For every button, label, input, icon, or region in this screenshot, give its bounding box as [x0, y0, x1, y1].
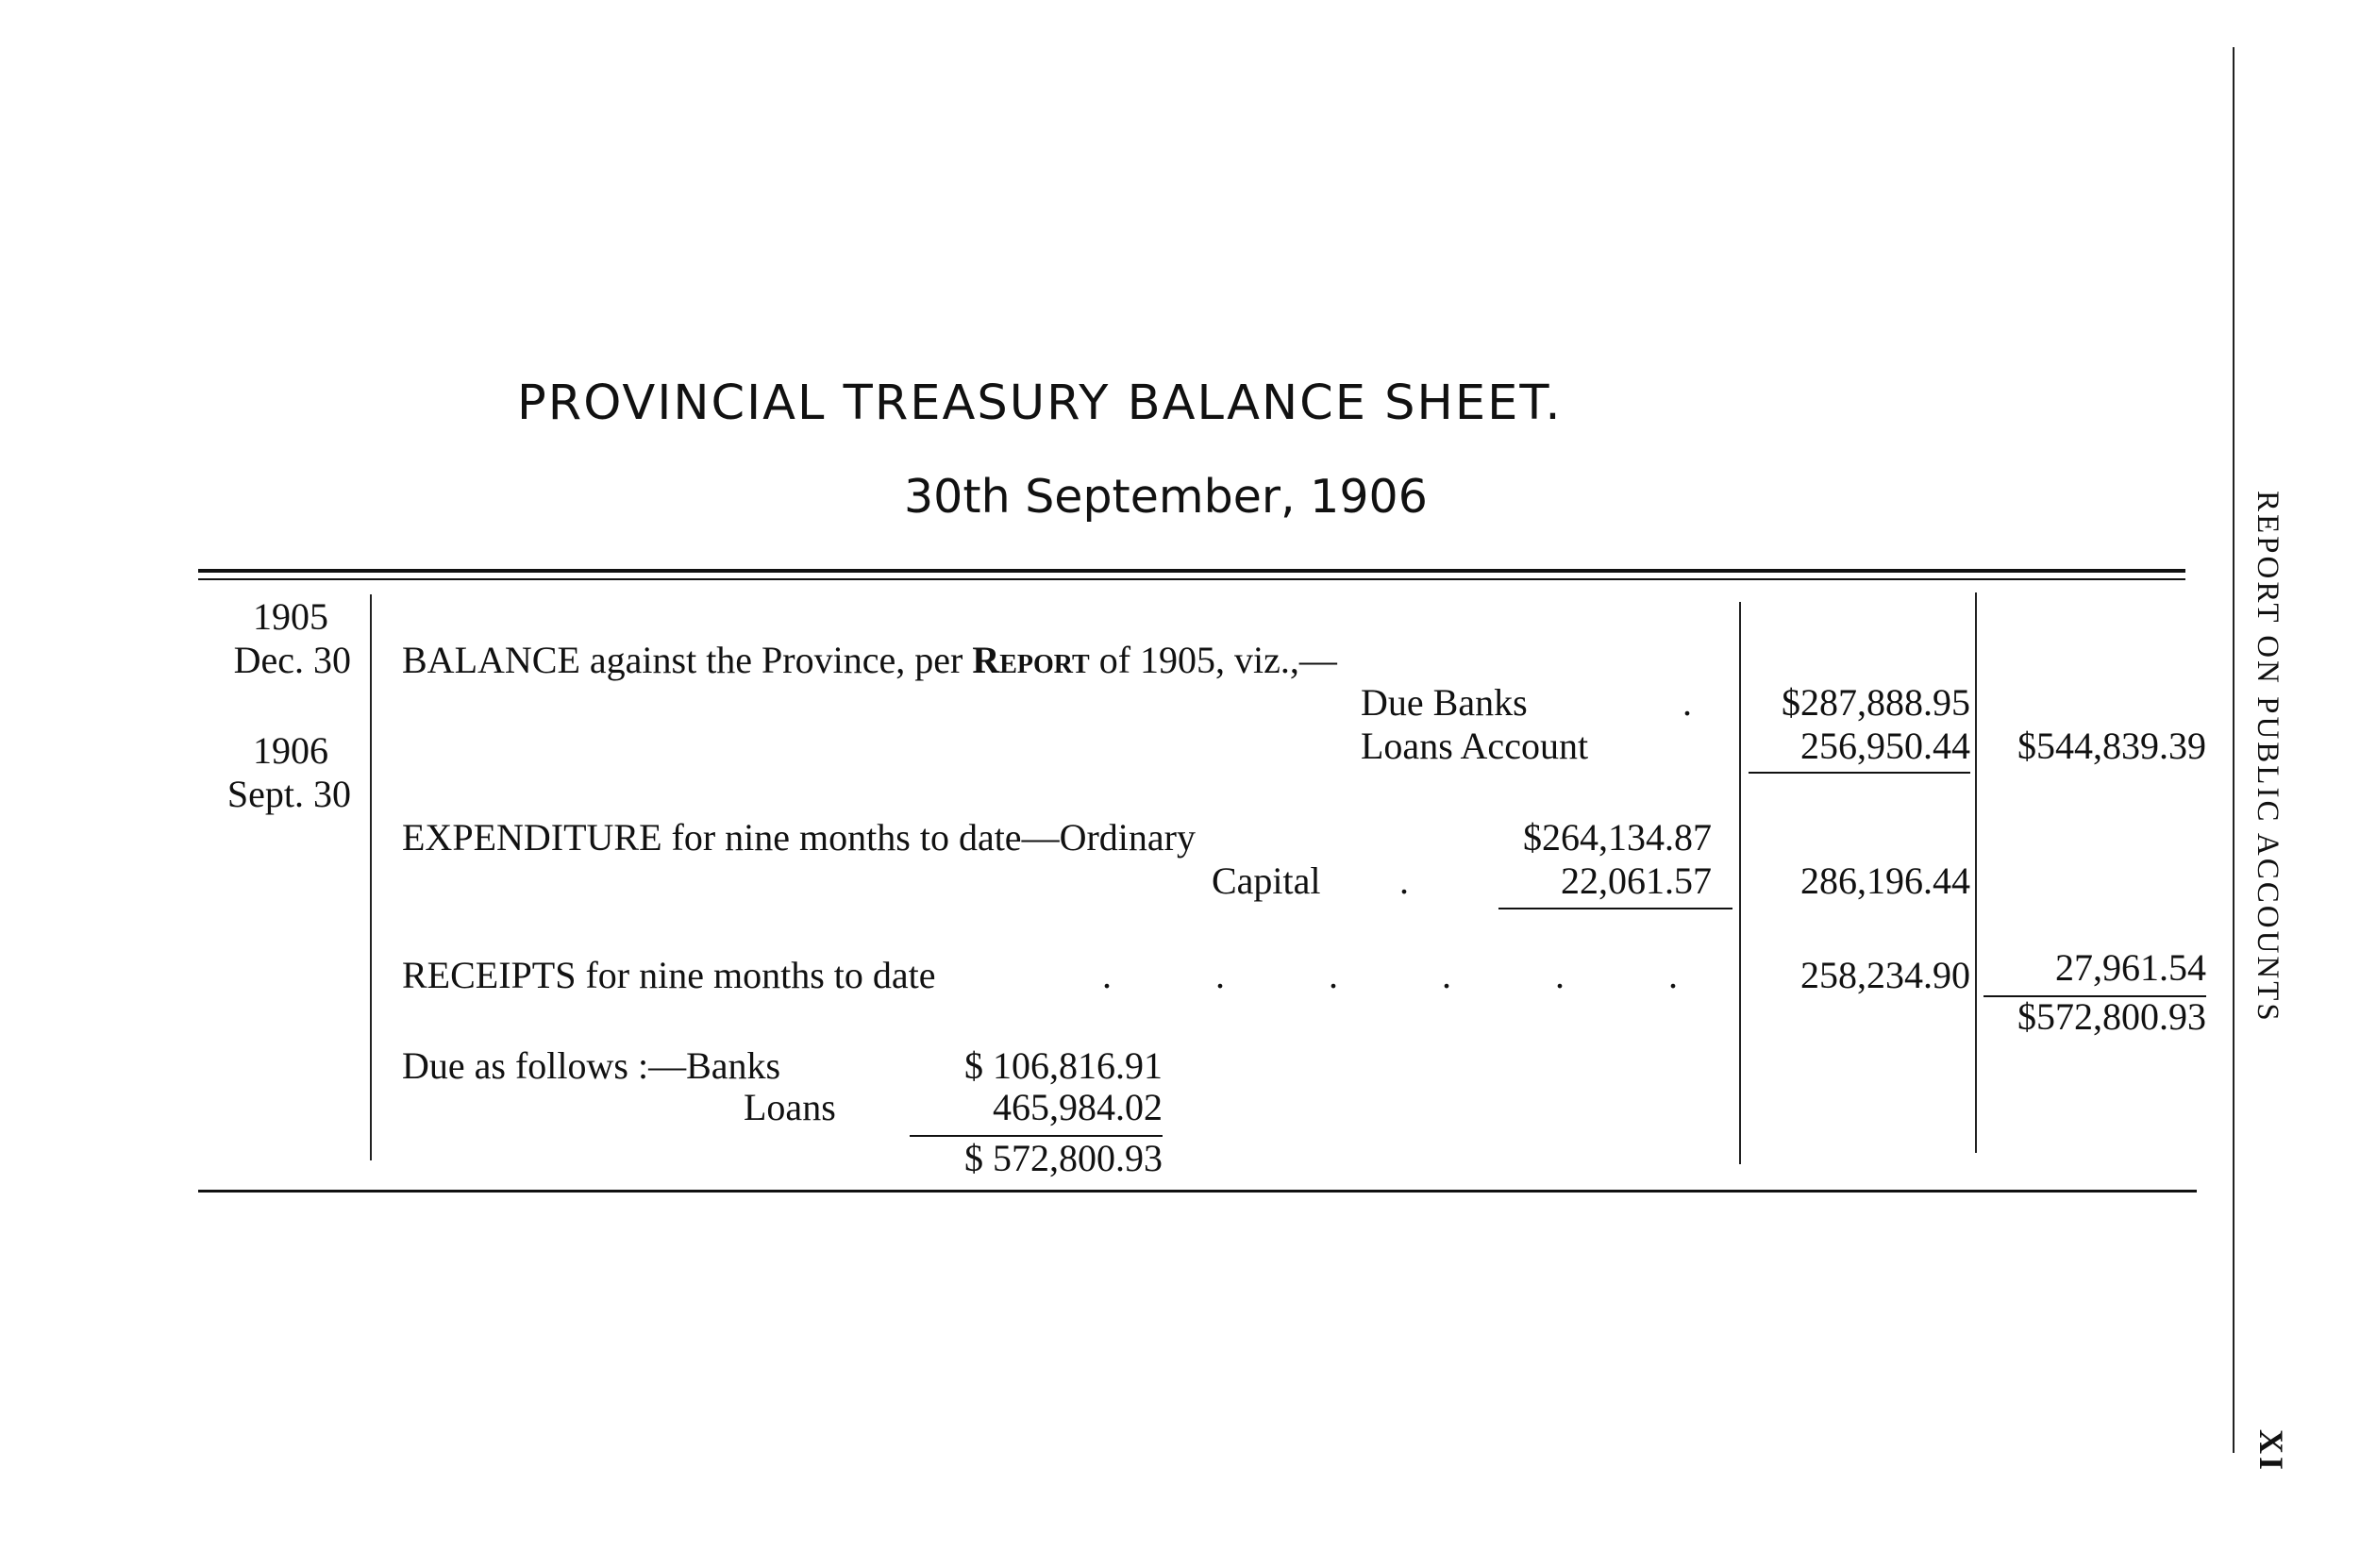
side-header: REPORT ON PUBLIC ACCOUNTS: [2251, 491, 2285, 1024]
top-rule-thin: [198, 578, 2185, 580]
balance-text-b: of 1905, viz.,—: [1098, 639, 1337, 681]
expenditure-ordinary-amount: $264,134.87: [1523, 816, 1712, 859]
page-title: PROVINCIAL TREASURY BALANCE SHEET.: [517, 375, 1563, 431]
balance-text-a: BALANCE against the Province, per: [402, 639, 963, 681]
top-rule-thick: [198, 569, 2185, 573]
receipts-leader-dots: . . . . . .: [1102, 954, 1678, 996]
loans-account-label: Loans Account: [1361, 725, 1589, 767]
expenditure-capital-label: Capital: [1212, 859, 1321, 902]
expenditure-capital-amount: 22,061.57: [1561, 859, 1712, 902]
due-loans-amount: 465,984.02: [993, 1086, 1163, 1128]
receipts-net: 27,961.54: [2055, 946, 2206, 989]
date-sept-30: Sept. 30: [226, 773, 351, 815]
amount-column-rule-2: [1975, 592, 1977, 1153]
due-banks-dot: .: [1682, 681, 1692, 724]
expenditure-capital-dot: .: [1399, 859, 1409, 902]
balance-subtotal-rule: [1749, 772, 1970, 774]
due-loans-label: Loans: [744, 1086, 836, 1128]
due-as-follows-label: Due as follows :—Banks: [402, 1044, 781, 1087]
receipts-grand-total: $572,800.93: [2017, 995, 2206, 1038]
bottom-rule: [198, 1190, 2197, 1193]
receipts-amount: 258,234.90: [1800, 954, 1970, 996]
receipts-label: RECEIPTS for nine months to date: [402, 954, 936, 996]
balance-description: [402, 640, 1337, 681]
date-dec-30: Dec. 30: [233, 639, 351, 681]
date-year-1906: 1906: [253, 729, 328, 772]
balance-text-report: Report: [972, 639, 1090, 681]
date-year-1905: 1905: [253, 595, 328, 638]
due-banks-amount: $287,888.95: [1782, 681, 1970, 724]
expenditure-total: 286,196.44: [1800, 859, 1970, 902]
due-banks-amount-2: $ 106,816.91: [964, 1044, 1163, 1087]
right-margin-rule: [2233, 47, 2234, 1453]
page-number: XI: [2252, 1429, 2290, 1474]
balance-total: $544,839.39: [2017, 725, 2206, 767]
expenditure-label: EXPENDITURE for nine months to date—Ordinary: [402, 816, 1196, 859]
loans-account-amount: 256,950.44: [1800, 725, 1970, 767]
page-subtitle: 30th September, 1906: [904, 470, 1428, 524]
expenditure-subtotal-rule: [1498, 908, 1732, 909]
due-banks-label: Due Banks: [1361, 681, 1528, 724]
due-total: $ 572,800.93: [964, 1137, 1163, 1179]
amount-column-rule-1: [1739, 602, 1741, 1164]
date-column-rule: [370, 594, 372, 1160]
